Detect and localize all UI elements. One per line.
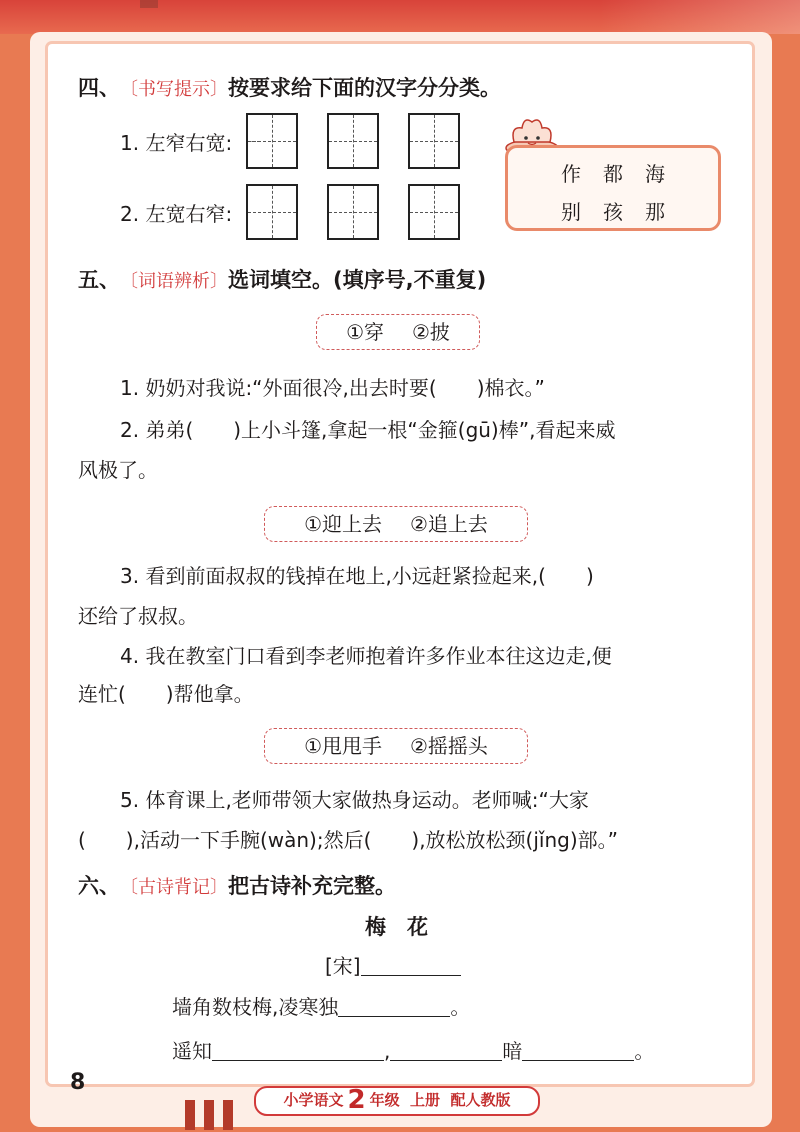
section5-tag: 〔词语辨析〕 bbox=[120, 271, 228, 292]
character-box bbox=[505, 145, 721, 231]
question-3-line-1: 3. 看到前面叔叔的钱掉在地上,小远赶紧捡起来,( ) bbox=[120, 564, 594, 588]
poem-author-line bbox=[325, 955, 461, 976]
question-5-line-1: 5. 体育课上,老师带领大家做热身运动。老师喊:“大家 bbox=[120, 788, 589, 812]
poem-blank-3[interactable] bbox=[390, 1040, 502, 1061]
characters-row-1: 作都海 bbox=[561, 162, 687, 186]
writing-grid-4[interactable] bbox=[246, 184, 298, 240]
poem-blank-1[interactable] bbox=[338, 996, 450, 1017]
question-2-line-1: 2. 弟弟( )上小斗篷,拿起一根“金箍(gū)棒”,看起来威 bbox=[120, 418, 616, 442]
writing-grid-6[interactable] bbox=[408, 184, 460, 240]
option-group-2: ①迎上去 ②追上去 bbox=[264, 506, 528, 542]
question-4-line-2: 连忙( )帮他拿。 bbox=[78, 682, 254, 706]
page-number: 8 bbox=[70, 1070, 86, 1095]
section6-title: 六、〔古诗背记〕把古诗补充完整。 bbox=[78, 874, 396, 898]
top-strip bbox=[0, 0, 800, 34]
section4-tag: 〔书写提示〕 bbox=[120, 79, 228, 100]
section6-tag: 〔古诗背记〕 bbox=[120, 877, 228, 898]
author-blank[interactable] bbox=[361, 955, 461, 976]
poem-blank-4[interactable] bbox=[522, 1040, 634, 1061]
question-2-line-2: 风极了。 bbox=[78, 458, 158, 482]
q2-label: 2. 左宽右窄: bbox=[120, 202, 233, 226]
writing-grid-2[interactable] bbox=[327, 113, 379, 169]
question-1: 1. 奶奶对我说:“外面很冷,出去时要( )棉衣。” bbox=[120, 376, 545, 400]
section4-number: 四、 bbox=[78, 76, 120, 100]
poem-line-2: 遥知 , 暗 。 bbox=[172, 1039, 655, 1063]
book-footer-badge: 小学语文 2 年级 上册 配人教版 bbox=[254, 1086, 540, 1116]
option-group-3: ①甩甩手 ②摇摇头 bbox=[264, 728, 528, 764]
characters-row-2: 别孩那 bbox=[561, 200, 687, 224]
section5-title: 五、〔词语辨析〕选词填空。(填序号,不重复) bbox=[78, 268, 487, 292]
poem-line-1: 墙角数枝梅,凌寒独 。 bbox=[172, 995, 471, 1019]
section4-title bbox=[78, 78, 501, 99]
writing-grid-3[interactable] bbox=[408, 113, 460, 169]
poem-blank-2[interactable] bbox=[212, 1040, 384, 1061]
poem-title: 梅 花 bbox=[365, 915, 428, 939]
section6-instruction: 把古诗补充完整。 bbox=[228, 874, 396, 898]
question-4-line-1: 4. 我在教室门口看到李老师抱着许多作业本往这边走,便 bbox=[120, 644, 612, 668]
section5-instruction: 选词填空。(填序号,不重复) bbox=[228, 268, 487, 292]
q1-label: 1. 左窄右宽: bbox=[120, 131, 233, 155]
writing-grid-1[interactable] bbox=[246, 113, 298, 169]
question-5-line-2: ( ),活动一下手腕(wàn);然后( ),放松放松颈(jǐng)部。” bbox=[78, 828, 619, 852]
option-group-1: ①穿 ②披 bbox=[316, 314, 480, 350]
poem-dynasty: [宋] bbox=[325, 954, 361, 978]
writing-grid-5[interactable] bbox=[327, 184, 379, 240]
question-3-line-2: 还给了叔叔。 bbox=[78, 604, 198, 628]
section4-instruction: 按要求给下面的汉字分分类。 bbox=[228, 76, 501, 100]
